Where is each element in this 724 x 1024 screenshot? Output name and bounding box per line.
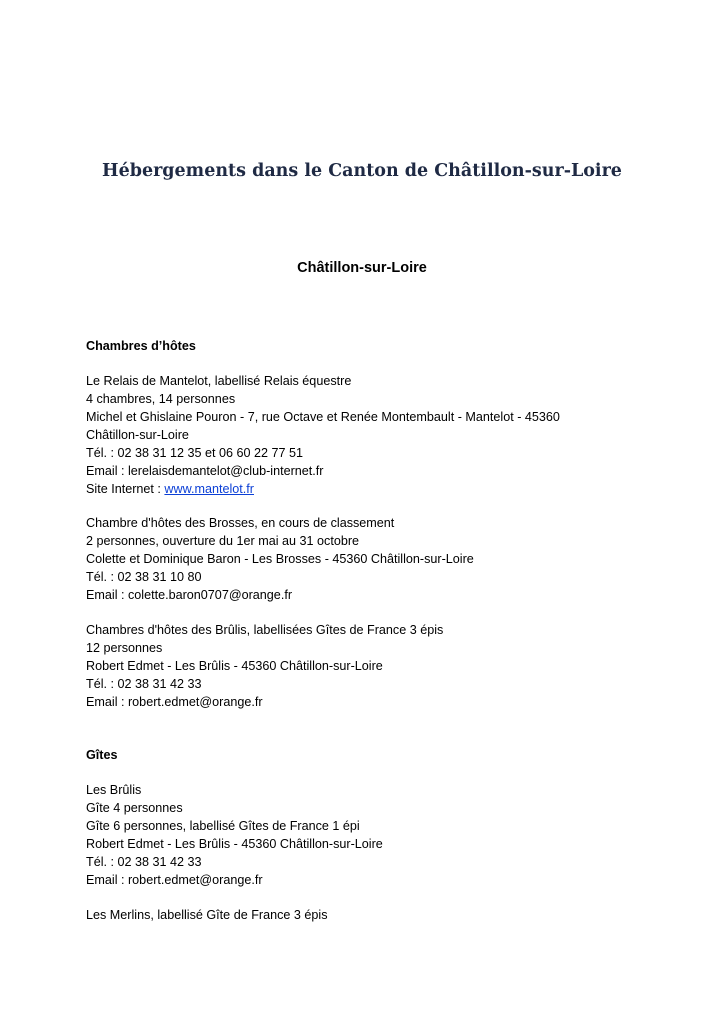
listing-merlins	[86, 906, 686, 924]
listing-address: Michel et Ghislaine Pouron - 7, rue Octave et Renée Montembault - Mantelot - 45360	[86, 410, 560, 424]
document-subtitle: Châtillon-sur-Loire	[297, 260, 427, 276]
listing-phone: Tél. : 02 38 31 42 33	[86, 855, 202, 869]
listing-name: Chambres d'hôtes des Brûlis, labellisées Gîtes de France 3 épis	[86, 623, 444, 637]
listing-name: Les Merlins, labellisé Gîte de France 3 épis	[86, 908, 328, 922]
listing-brulis-gites	[86, 781, 686, 889]
website-link[interactable]: www.mantelot.fr	[164, 482, 254, 496]
listing-address: Robert Edmet - Les Brûlis - 45360 Châtillon-sur-Loire	[86, 659, 383, 673]
listing-relais-mantelot	[86, 372, 686, 498]
listing-email: Email : colette.baron0707@orange.fr	[86, 588, 293, 602]
document-title: Hébergements dans le Canton de Châtillon-sur-Loire	[102, 161, 622, 181]
listing-phone: Tél. : 02 38 31 10 80	[86, 570, 202, 584]
listing-website	[86, 480, 686, 498]
listing-name: Chambre d'hôtes des Brosses, en cours de classement	[86, 516, 395, 530]
listing-brosses	[86, 514, 686, 604]
listing-gite-1: Gîte 4 personnes	[86, 801, 183, 815]
listing-email: Email : robert.edmet@orange.fr	[86, 873, 263, 887]
listing-address: Colette et Dominique Baron - Les Brosses - 45360 Châtillon-sur-Loire	[86, 552, 474, 566]
listing-capacity: 12 personnes	[86, 641, 163, 655]
listing-gite-2: Gîte 6 personnes, labellisé Gîtes de France 1 épi	[86, 819, 360, 833]
listing-email: Email : robert.edmet@orange.fr	[86, 695, 263, 709]
listing-name: Le Relais de Mantelot, labellisé Relais équestre	[86, 374, 352, 388]
listing-phone: Tél. : 02 38 31 12 35 et 06 60 22 77 51	[86, 446, 304, 460]
listing-name: Les Brûlis	[86, 783, 142, 797]
listing-capacity: 2 personnes, ouverture du 1er mai au 31 octobre	[86, 534, 360, 548]
listing-address: Robert Edmet - Les Brûlis - 45360 Châtillon-sur-Loire	[86, 837, 383, 851]
gites-heading: Gîtes	[86, 748, 118, 762]
chambres-heading: Chambres d’hôtes	[86, 339, 196, 353]
listing-brulis-chambres	[86, 621, 686, 711]
gites-section	[86, 746, 686, 764]
chambres-section	[86, 337, 686, 355]
listing-address-continued: Châtillon-sur-Loire	[86, 428, 189, 442]
listing-phone: Tél. : 02 38 31 42 33	[86, 677, 202, 691]
listing-email: Email : lerelaisdemantelot@club-internet.fr	[86, 464, 324, 478]
website-label: Site Internet :	[86, 482, 165, 496]
listing-capacity: 4 chambres, 14 personnes	[86, 392, 236, 406]
